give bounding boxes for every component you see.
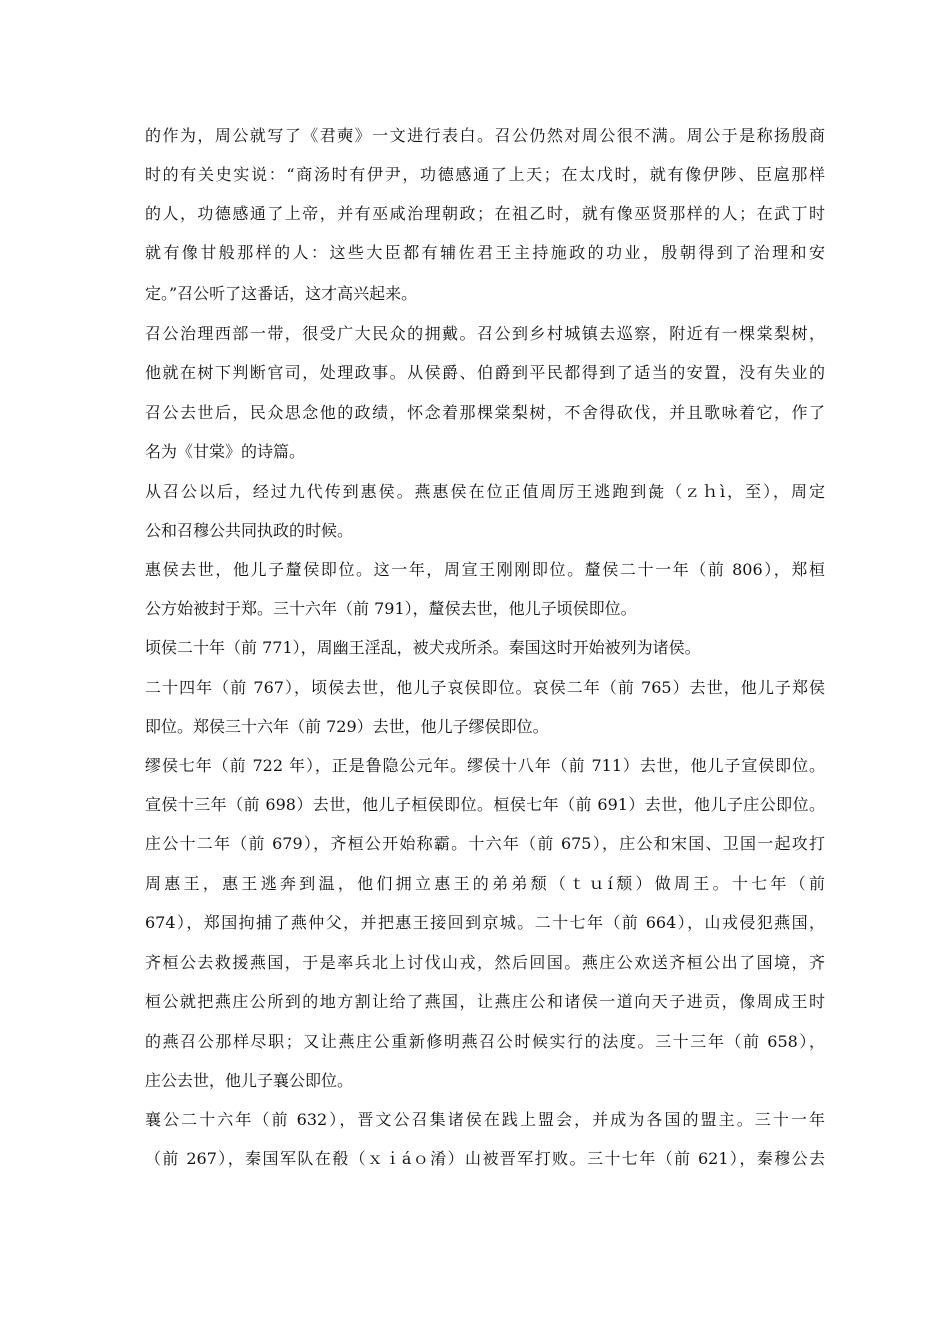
text-line: 周惠王，惠王逃奔到温，他们拥立惠王的弟弟颓（ｔｕí颓）做周王。十七年（前 [145,874,825,893]
text-line: 公和召穆公共同执政的时候。 [145,521,354,540]
text-line: 襄公二十六年（前 632），晋文公召集诸侯在践上盟会，并成为各国的盟主。三十一年 [145,1110,825,1129]
text-line: 的作为，周公就写了《君奭》一文进行表白。召公仍然对周公很不满。周公于是称扬殷商 [145,126,825,145]
text-line: 定。”召公听了这番话，这才高兴起来。 [145,284,418,303]
text-line: 时的有关史实说：“商汤时有伊尹，功德感通了上天；在太戊时，就有像伊陟、臣扈那样 [145,165,825,184]
text-line: 二十四年（前 767），顷侯去世，他儿子哀侯即位。哀侯二年（前 765）去世，他儿子郑侯 [145,678,825,697]
text-line: 即位。郑侯三十六年（前 729）去世，他儿子缪侯即位。 [145,717,549,736]
text-line: 他就在树下判断官司，处理政事。从侯爵、伯爵到平民都得到了适当的安置，没有失业的 [145,363,825,382]
text-line: 顷侯二十年（前 771），周幽王淫乱，被犬戎所杀。秦国这时开始被列为诸侯。 [145,638,701,657]
text-line: 召公去世后，民众思念他的政绩，怀念着那棵棠梨树，不舍得砍伐，并且歌咏着它，作了 [145,403,825,422]
text-line: 庄公去世，他儿子襄公即位。 [145,1071,354,1090]
text-line: 就有像甘般那样的人：这些大臣都有辅佐君王主持施政的功业，殷朝得到了治理和安 [145,243,825,262]
text-line: 的燕召公那样尽职；又让燕庄公重新修明燕召公时候实行的法度。三十三年（前 658）， [145,1032,825,1051]
text-line: 桓公就把燕庄公所到的地方割让给了燕国，让燕庄公和诸侯一道向天子进贡，像周成王时 [145,992,825,1011]
text-line: 齐桓公去救援燕国，于是率兵北上讨伐山戎，然后回国。燕庄公欢送齐桓公出了国境，齐 [145,953,825,972]
text-line: （前 267），秦国军队在殽（ｘｉáｏ淆）山被晋军打败。三十七年（前 621），秦穆公去 [145,1149,825,1168]
text-line: 从召公以后，经过九代传到惠侯。燕惠侯在位正值周厉王逃跑到彘（ｚｈì，至），周定 [145,482,825,501]
text-line: 召公治理西部一带，很受广大民众的拥戴。召公到乡村城镇去巡察，附近有一棵棠梨树， [145,324,825,343]
text-line: 缪侯七年（前 722 年），正是鲁隐公元年。缪侯十八年（前 711）去世，他儿子宣侯即位。 [145,756,825,775]
text-line: 674），郑国拘捕了燕仲父，并把惠王接回到京城。二十七年（前 664），山戎侵犯燕国， [145,913,825,932]
text-line: 名为《甘棠》的诗篇。 [145,442,306,461]
text-line: 公方始被封于郑。三十六年（前 791），釐侯去世，他儿子顷侯即位。 [145,599,637,618]
text-line: 惠侯去世，他儿子釐侯即位。这一年，周宣王刚刚即位。釐侯二十一年（前 806），郑桓 [145,560,825,579]
text-line: 庄公十二年（前 679），齐桓公开始称霸。十六年（前 675），庄公和宋国、卫国一起攻打 [145,834,825,853]
text-line: 宣侯十三年（前 698）去世，他儿子桓侯即位。桓侯七年（前 691）去世，他儿子庄公即位。 [145,795,825,814]
text-line: 的人，功德感通了上帝，并有巫咸治理朝政；在祖乙时，就有像巫贤那样的人；在武丁时 [145,204,825,223]
